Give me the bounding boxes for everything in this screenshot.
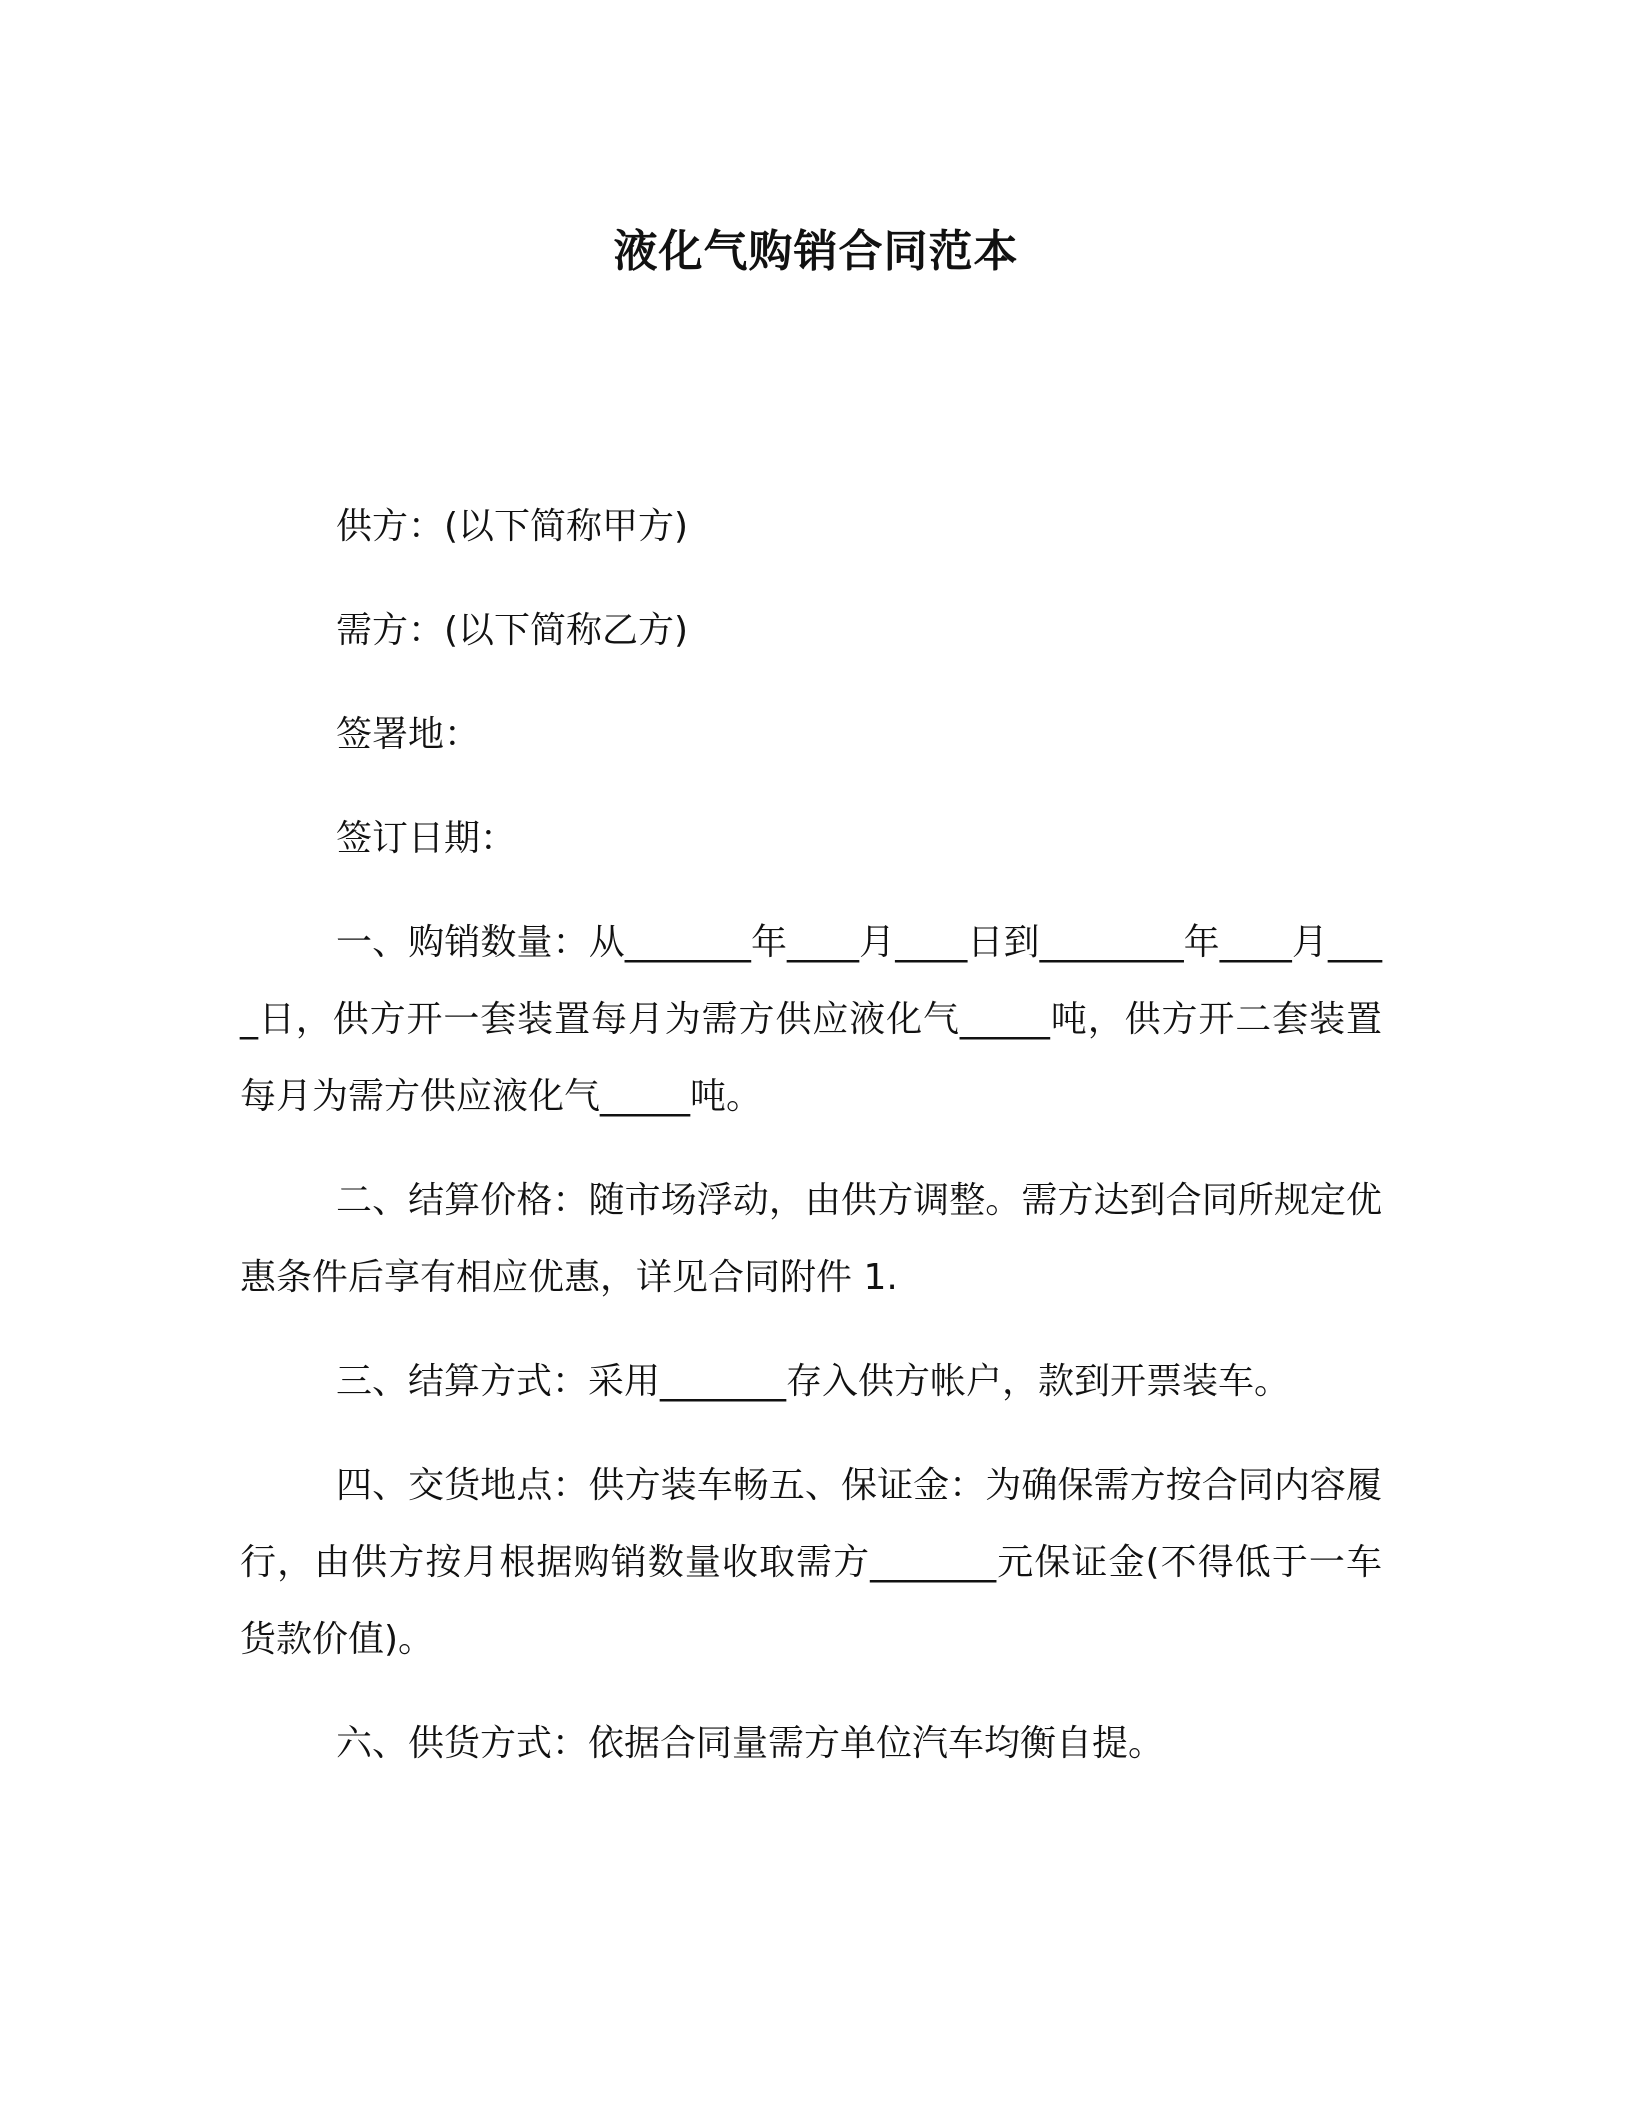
clause-payment: 三、结算方式：采用_______存入供方帐户，款到开票装车。 xyxy=(336,1361,1291,1402)
document-title: 液化气购销合同范本 xyxy=(613,226,1019,277)
clause-supply-method: 六、供货方式：依据合同量需方单位汽车均衡自提。 xyxy=(336,1723,1165,1764)
buyer-line: 需方：(以下简称乙方) xyxy=(336,610,689,651)
document-body xyxy=(240,488,1382,1809)
supplier-line: 供方：(以下简称甲方) xyxy=(336,506,689,547)
signing-date-line: 签订日期： xyxy=(336,818,517,859)
clause-price: 二、结算价格：随市场浮动，由供方调整。需方达到合同所规定优惠条件后享有相应优惠，详见合同附件 1. xyxy=(240,1180,1382,1298)
signing-place-line: 签署地： xyxy=(336,714,481,755)
clause-delivery-deposit: 四、交货地点：供方装车畅五、保证金：为确保需方按合同内容履行，由供方按月根据购销数量收取需方_______元保证金(不得低于一车货款价值)。 xyxy=(240,1465,1382,1660)
clause-quantity: 一、购销数量：从_______年____月____日到________年____月____日，供方开一套装置每月为需方供应液化气_____吨，供方开二套装置每月为需方供应液化气_____吨。 xyxy=(240,922,1382,1117)
